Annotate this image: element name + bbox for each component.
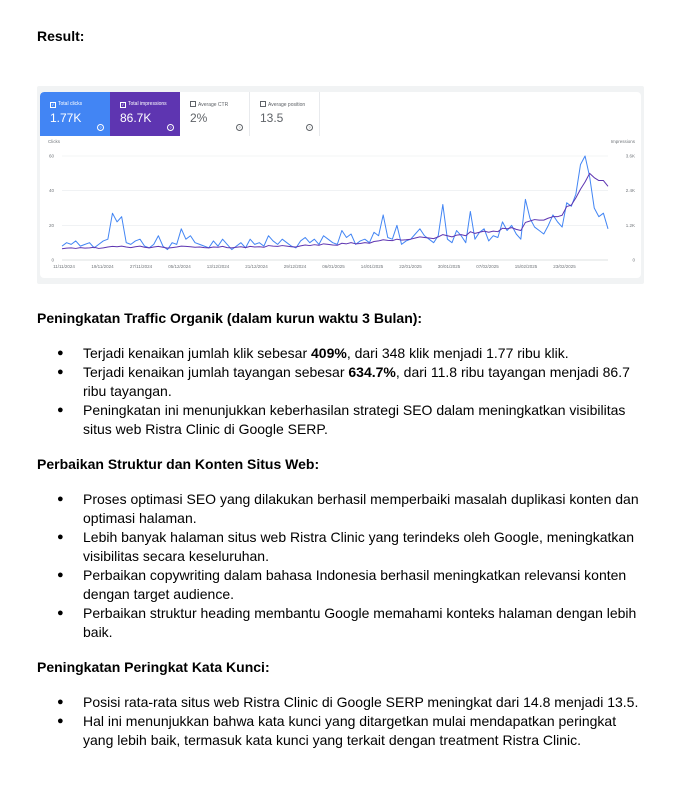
left-tick-label: 20 xyxy=(48,222,54,228)
metric-average-ctr[interactable] xyxy=(180,92,250,136)
left-axis-title: Clicks xyxy=(48,139,60,144)
x-tick-label: 05/12/2024 xyxy=(168,264,191,269)
right-tick-label: 3.6K xyxy=(625,153,635,159)
right-tick-label: 1.2K xyxy=(625,222,635,228)
right-tick-label: 0 xyxy=(632,257,635,263)
report-content xyxy=(37,309,647,750)
checkbox-unchecked-icon[interactable] xyxy=(260,101,266,107)
section-title: Peningkatan Traffic Organik (dalam kurun waktu 3 Bulan): xyxy=(37,310,423,326)
list-item: ● Perbaikan copywriting dalam bahasa Indonesia berhasil meningkatkan relevansi konten dengan target audience. xyxy=(37,566,647,604)
x-tick-label: 06/01/2025 xyxy=(322,264,345,269)
metric-label: Total impressions xyxy=(128,101,167,107)
bullet-list xyxy=(37,693,647,750)
left-tick-label: 0 xyxy=(51,257,54,263)
list-item: ● Hal ini menunjukkan bahwa kata kunci yang ditargetkan mulai mendapatkan peringkat yang lebih baik, termasuk kata kunci yang terkait dengan treatment Ristra Clinic. xyxy=(37,712,647,750)
list-item: ● Posisi rata-rata situs web Ristra Clinic di Google SERP meningkat dari 14.8 menjadi 13.5. xyxy=(37,693,647,712)
x-tick-label: 13/12/2024 xyxy=(206,264,230,269)
x-tick-label: 22/01/2025 xyxy=(399,264,422,269)
search-console-screenshot xyxy=(37,86,644,284)
x-tick-label: 15/02/2025 xyxy=(514,264,538,269)
x-tick-label: 14/01/2025 xyxy=(360,264,384,269)
list-item: ● Terjadi kenaikan jumlah klik sebesar 409%, dari 348 klik menjadi 1.77 ribu klik. xyxy=(37,344,647,363)
metric-label: Average position xyxy=(268,102,306,108)
right-tick-label: 2.4K xyxy=(625,188,635,194)
question-icon[interactable]: ? xyxy=(97,124,104,131)
list-item: ● Terjadi kenaikan jumlah tayangan sebesar 634.7%, dari 11.8 ribu tayangan menjadi 86.7 ribu tayangan. xyxy=(37,363,647,401)
metric-value: 2% xyxy=(190,111,208,125)
metric-value: 13.5 xyxy=(260,111,284,125)
x-tick-label: 23/02/2025 xyxy=(553,264,576,269)
question-icon[interactable]: ? xyxy=(167,124,174,131)
x-tick-label: 21/12/2024 xyxy=(245,264,268,269)
left-tick-label: 40 xyxy=(48,188,54,194)
x-tick-label: 27/11/2024 xyxy=(129,264,153,269)
x-tick-label: 07/02/2025 xyxy=(476,264,499,269)
metric-total-clicks[interactable] xyxy=(40,92,110,136)
list-item: ● Peningkatan ini menunjukkan keberhasilan strategi SEO dalam meningkatkan visibilitas situs web Ristra Clinic di Google SERP. xyxy=(37,401,647,439)
result-label: Result: xyxy=(37,28,85,44)
series-line-clicks xyxy=(62,156,608,250)
section-title: Peningkatan Peringkat Kata Kunci: xyxy=(37,659,270,675)
list-item: ● Perbaikan struktur heading membantu Google memahami konteks halaman dengan lebih baik. xyxy=(37,604,647,642)
checkbox-checked-icon[interactable]: ✓ xyxy=(51,102,55,107)
x-tick-label: 29/12/2024 xyxy=(283,264,307,269)
question-icon[interactable]: ? xyxy=(306,124,313,131)
series-line-impressions xyxy=(62,173,608,248)
metric-value: 1.77K xyxy=(50,111,82,125)
bullet-list xyxy=(37,490,647,642)
performance-card xyxy=(40,92,641,278)
metric-value: 86.7K xyxy=(120,111,152,125)
metric-average-position[interactable] xyxy=(250,92,320,136)
metric-total-impressions[interactable] xyxy=(110,92,180,136)
metric-label: Average CTR xyxy=(198,102,229,108)
bullet-list xyxy=(37,344,647,439)
section-title: Perbaikan Struktur dan Konten Situs Web: xyxy=(37,456,320,472)
x-tick-label: 30/01/2025 xyxy=(437,264,461,269)
performance-chart xyxy=(40,136,641,276)
right-axis-title: Impressions xyxy=(610,139,635,144)
metric-label: Total clicks xyxy=(58,101,83,107)
x-tick-label: 19/11/2024 xyxy=(91,264,114,269)
checkbox-unchecked-icon[interactable] xyxy=(190,101,196,107)
question-icon[interactable]: ? xyxy=(236,124,243,131)
list-item: ● Lebih banyak halaman situs web Ristra Clinic yang terindeks oleh Google, meningkatkan visibilitas secara keseluruhan. xyxy=(37,528,647,566)
list-item: ● Proses optimasi SEO yang dilakukan berhasil memperbaiki masalah duplikasi konten dan optimasi halaman. xyxy=(37,490,647,528)
checkbox-checked-icon[interactable]: ✓ xyxy=(121,102,125,107)
x-tick-label: 11/11/2024 xyxy=(53,264,75,269)
left-tick-label: 60 xyxy=(48,153,54,159)
